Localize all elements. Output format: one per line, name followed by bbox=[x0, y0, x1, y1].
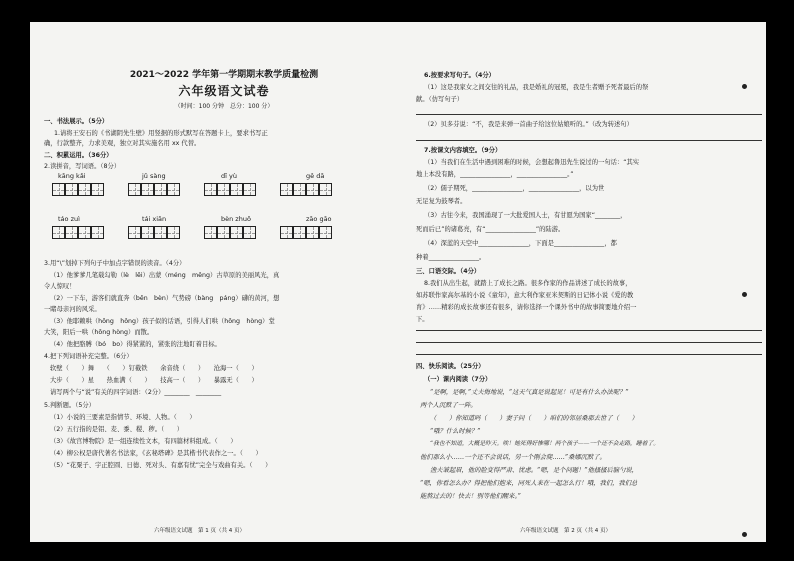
pinyin: zāo gāo bbox=[306, 215, 332, 223]
question-5-5: （5）“花粟子、宇正腔圆、日德、死对头、有嘉有忧”完全与戏曲有关。（ ） bbox=[50, 462, 272, 469]
section-3-heading: 三、口语交际。（4分） bbox=[416, 268, 481, 275]
word-box[interactable] bbox=[204, 226, 256, 239]
section-2-heading: 二、积累运用。（36分） bbox=[44, 152, 113, 159]
answer-line[interactable] bbox=[416, 330, 762, 331]
question-4-line-3: 请写两个与“说”有关的四字词语：（2分）________ ________ bbox=[50, 389, 222, 396]
question-5-4: （4）柳公权是唐代著名书法家，《玄秘塔碑》是其楷书代表作之一。（ ） bbox=[50, 450, 262, 457]
passage-line-4: “哦？什么时候？” bbox=[430, 428, 481, 435]
question-7-1-line-1: （1）当我们在生活中遇到困难的时候，会想起鲁迅先生说过的一句话：“其实 bbox=[424, 159, 640, 166]
answer-line[interactable] bbox=[416, 342, 762, 343]
pinyin: dī yù bbox=[221, 172, 237, 180]
question-3-1-line-1: （1）他爹爹几笔载勾勒（lè lēi）出蒙（méng měng）古草原的美丽风光，真 bbox=[50, 272, 280, 279]
question-8-line-2: 如苏联作家高尔基的小说《童年》，意大利作家亚米契斯的日记体小说《爱的教 bbox=[416, 292, 634, 299]
question-3-2-line-2: 一睹母亲河的风采。 bbox=[44, 306, 101, 313]
question-7-4-line-2: 种着________________。 bbox=[416, 254, 486, 261]
passage-line-9: 能熬过去的！快去！别等他们醒来。” bbox=[420, 493, 521, 500]
section-4-heading: 四、快乐阅读。（25分） bbox=[416, 363, 485, 370]
scan-mark bbox=[742, 532, 747, 537]
question-6-1-line-1: （1）这是我家女之间交往的礼品，我是婚礼的冠冕，我是生者赠予死者最后的祭 bbox=[424, 84, 649, 91]
question-5-2: （2）五行指的是铝、麦、黍、稷、秽。（ ） bbox=[50, 426, 184, 433]
question-4-line-2: 大步（ ）星 热血满（ ） 技高一（ ） 暴露无（ ） bbox=[50, 377, 258, 384]
question-5-heading: 5.判断题。（5分） bbox=[44, 402, 95, 409]
exam-subtitle: 六年级语文试卷 bbox=[178, 84, 270, 98]
pinyin: bèn zhuō bbox=[221, 215, 251, 223]
question-7-2-line-2: 无足复为鼓琴者。 bbox=[416, 198, 467, 205]
question-2-heading: 2.读拼音，写词语。（8分） bbox=[44, 163, 121, 170]
question-1-line-1: 1.请将王安石的《书湖阴先生壁》用竖据的形式默写在答题卡上，要求书写正 bbox=[54, 130, 268, 137]
question-5-1: （1）小说的三要素是指情节、环境、人物。（ ） bbox=[50, 414, 196, 421]
page-2-footer: 六年级语文试题 第 2 页（共 4 页） bbox=[520, 528, 611, 534]
answer-line[interactable] bbox=[416, 114, 762, 115]
passage-line-2: 两个人沉默了一阵。 bbox=[420, 402, 477, 409]
question-6-1-line-2: 献。（仿写句子） bbox=[416, 96, 464, 103]
answer-line[interactable] bbox=[416, 140, 762, 141]
question-7-3-line-1: （3）古往今来，我国涌现了一大批爱国人士，有甘愿为国家“________， bbox=[424, 212, 627, 219]
answer-line[interactable] bbox=[416, 354, 762, 355]
pinyin: kāng kǎi bbox=[58, 172, 86, 180]
question-3-1-line-2: 令人惊叹！ bbox=[44, 283, 76, 290]
scan-mark bbox=[742, 292, 747, 297]
word-box[interactable] bbox=[280, 183, 332, 196]
pinyin: gě dā bbox=[306, 172, 325, 180]
question-4-line-1: 软壁（ ）舞 （ ）钉截铁 余音绕（ ） 沧海一（ ） bbox=[50, 365, 258, 372]
pinyin: jǔ sàng bbox=[142, 172, 166, 180]
reading-1-heading: （一）课内阅读（7分） bbox=[424, 376, 492, 383]
page-1-footer: 六年级语文试题 第 1 页（共 4 页） bbox=[154, 528, 245, 534]
passage-line-8: “嗯，你看怎么办？得把他们抱来，同死人来在一起怎么行！哦，我们，我们总 bbox=[420, 480, 638, 487]
question-7-1-line-2: 地上本没有路，________________，________________。” bbox=[416, 171, 574, 178]
question-8-line-4: 下。 bbox=[416, 316, 429, 323]
exam-meta: （时间：100 分钟 总分：100 分） bbox=[174, 103, 274, 110]
question-8-line-1: 8.我们从出生起，就踏上了成长之路。很多作家的作品讲述了成长的故事， bbox=[424, 280, 632, 287]
question-3-3-line-1: （3）他耶赖哄（hōng hǒng）孩子似的话语，引得人们哄（hōng hòng）堂 bbox=[50, 318, 275, 325]
question-3-4: （4）他把胳膊（bó bo）得紧紧的，紧张的注地盯着目标。 bbox=[50, 341, 221, 348]
question-3-2-line-1: （2）一下车，游客们就直奔（bēn bèn）气势磅（bàng páng）礴的黄河，想 bbox=[50, 295, 280, 302]
pinyin: tái xiān bbox=[142, 215, 167, 223]
pinyin-row-1 bbox=[44, 172, 404, 182]
question-3-3-line-2: 大笑，阳后一哄（hōng hòng）而散。 bbox=[44, 329, 154, 336]
question-1-line-2: 确，行款整齐，力求美观，独立对其实施名用 xx 代替。 bbox=[44, 140, 201, 147]
word-box[interactable] bbox=[128, 183, 180, 196]
pinyin: táo zuì bbox=[58, 215, 80, 223]
passage-line-1: “是啊，是啊，”丈夫悔地说，“这天气真是说起见！可是有什么办法呢？” bbox=[430, 389, 629, 396]
passage-line-3: （ ）你知道吗（ ）妻子问（ ）咱们的邻居桑那去世了（ ） bbox=[430, 415, 638, 422]
answer-grid-row-1 bbox=[52, 183, 332, 196]
exam-sheet bbox=[30, 22, 766, 542]
question-7-2-line-1: （2）儒子期死，________________，________________，以为世 bbox=[424, 185, 605, 192]
word-box[interactable] bbox=[52, 183, 104, 196]
question-6-heading: 6.按要求写句子。（4分） bbox=[424, 72, 495, 79]
pinyin-row-2 bbox=[44, 215, 404, 225]
passage-line-6: 他们那么小……一个还不会说话，另一个刚会爬……”桑娜沉默了。 bbox=[420, 454, 606, 461]
question-4-heading: 4.把下列词语补充完整。（6分） bbox=[44, 353, 133, 360]
page-2 bbox=[410, 22, 766, 542]
question-7-3-line-2: 死而后已”的诸葛亮，有“________________”的陆游。 bbox=[416, 226, 565, 233]
section-1-heading: 一、书法展示。（5分） bbox=[44, 118, 109, 125]
passage-line-7: 渔夫皱起眉，他的脸变得严肃、忧虑。“嗯，是个问题！”他搔搔后脑勺说， bbox=[430, 467, 638, 474]
word-box[interactable] bbox=[204, 183, 256, 196]
answer-grid-row-2 bbox=[52, 226, 332, 239]
page-1 bbox=[44, 22, 404, 542]
question-7-heading: 7.按课文内容填空。（9分） bbox=[424, 147, 502, 154]
question-7-4-line-1: （4）深蓝的天空中________________，下面是________________，都 bbox=[424, 240, 617, 247]
passage-line-5: “我也不知道，大概是昨天。唉！她死得好惨哪！两个孩子——一个还不会走路，睡着了。 bbox=[430, 441, 660, 447]
question-8-line-3: 育》……精彩的成长故事还有很多，请你选择一个课外书中的故事简要地介绍一 bbox=[416, 304, 637, 311]
word-box[interactable] bbox=[128, 226, 180, 239]
question-6-2: （2）贝多芬说：“不，我是来弹一首曲子给这位姑娘听的。”（改为转述句） bbox=[424, 121, 633, 128]
exam-title: 2021～2022 学年第一学期期末教学质量检测 bbox=[129, 70, 319, 80]
word-box[interactable] bbox=[280, 226, 332, 239]
scan-mark bbox=[742, 84, 747, 89]
question-3-heading: 3.用“\”划掉下列句子中加点字错误的读音。（4分） bbox=[44, 260, 186, 267]
word-box[interactable] bbox=[52, 226, 104, 239]
question-5-3: （3）《故宫博物院》是一组连续性文本，有四篇材料组成。（ ） bbox=[50, 438, 237, 445]
